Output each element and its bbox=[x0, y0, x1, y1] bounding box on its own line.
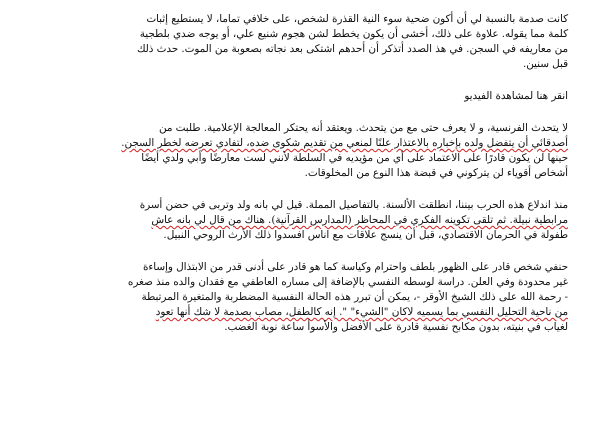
paragraph-3 bbox=[30, 121, 568, 181]
text-line: كانت صدمة بالنسبة لي أن أكون ضحية سوء النية القذرة لشخص، على خلافي تماما، لا يستطيع إثبات bbox=[146, 13, 568, 25]
video-link[interactable]: انقر هنا لمشاهدة الفيديو bbox=[464, 90, 568, 102]
paragraph-5 bbox=[30, 260, 568, 335]
text-line: لغياب في بنيته، بدون مكابح نفسية قادرة على الأفضل والأسوأ ساعة نوبة الغضب. bbox=[224, 321, 568, 333]
text-line: قبل سنين. bbox=[522, 58, 568, 70]
text-line: أصدقائي أن يتفضل ولده بإخباره بالاعتذار علنًا لمنعي من تقديم شكوى ضده، لتفادي تعرضه لخطر السجن. bbox=[121, 137, 568, 149]
paragraph-4 bbox=[30, 198, 568, 243]
text-line: - رحمة الله على ذلك الشيخ الأوقر -، يمكن أن تبرر هذه الحالة النفسية المضطربة والمتغيرة المرتبطة bbox=[141, 291, 568, 303]
text-line: منذ اندلاع هذه الحرب بيننا، انطلقت الألسنة. بالتفاصيل المملة. قيل لي بانه ولد وتربى في حضن أسرة bbox=[139, 199, 568, 211]
text-line: من ناحية التحليل النفسي بما يسميه لاكان "الشيء" ". إنه كالطفل، مصاب بصدمة لا شك أنها تعود bbox=[155, 306, 568, 318]
document-body bbox=[30, 12, 568, 352]
text-line: طفولة في الحرمان الاقتصادي، قبل أن ينسج علاقات مع اناس افسدوا ذلك الأرث الروحي النبيل. bbox=[163, 229, 568, 241]
text-line: غير محدودة وفي العلن. دراسة لوسطه النفسي بالإضافة إلى مساره العاطفي مع فقدان والده منذ صغره bbox=[127, 276, 568, 288]
text-line: حنفي شخص قادر على الظهور بلطف واحترام وكياسة كما هو قادر على أدنى قدر من الابتذال وإساءة bbox=[143, 261, 568, 273]
paragraph-1 bbox=[30, 12, 568, 72]
video-link-paragraph[interactable] bbox=[30, 89, 568, 104]
text-line: كلمة مما يقوله. علاوة على ذلك، أخشى أن يكون يخطط لشن هجوم شنيع علي، أو يوجه ضدي بلطجية bbox=[139, 28, 568, 40]
text-line: من معاريفه في السجن. في هذ الصدد أتذكر أن أحدهم اشتكى بعد نجاته بصعوبة من الموت. حدث ذلك bbox=[136, 43, 568, 55]
text-line: أشخاص أقوياء لن يتركوني في قبضة هذا النوع من المخلوقات. bbox=[304, 167, 568, 179]
text-line: حينها لن يكون قادرًا على الاعتماد على أي من مؤيديه في السلطة لأنني لست معارضًا وأبي ولدي أيضًا bbox=[141, 152, 568, 164]
text-line: لا يتحدث الفرنسية، و لا يعرف حتى مع من يتحدث. ويعتقد أنه يحتكر المعالجة الإعلامية. طلبت من bbox=[158, 122, 568, 134]
text-line: مرابطية نبيلة. ثم تلقى تكوينه الفكري في المحاظر (المدارس القرآنية). هناك من قال لي بانه عاش bbox=[151, 214, 568, 226]
